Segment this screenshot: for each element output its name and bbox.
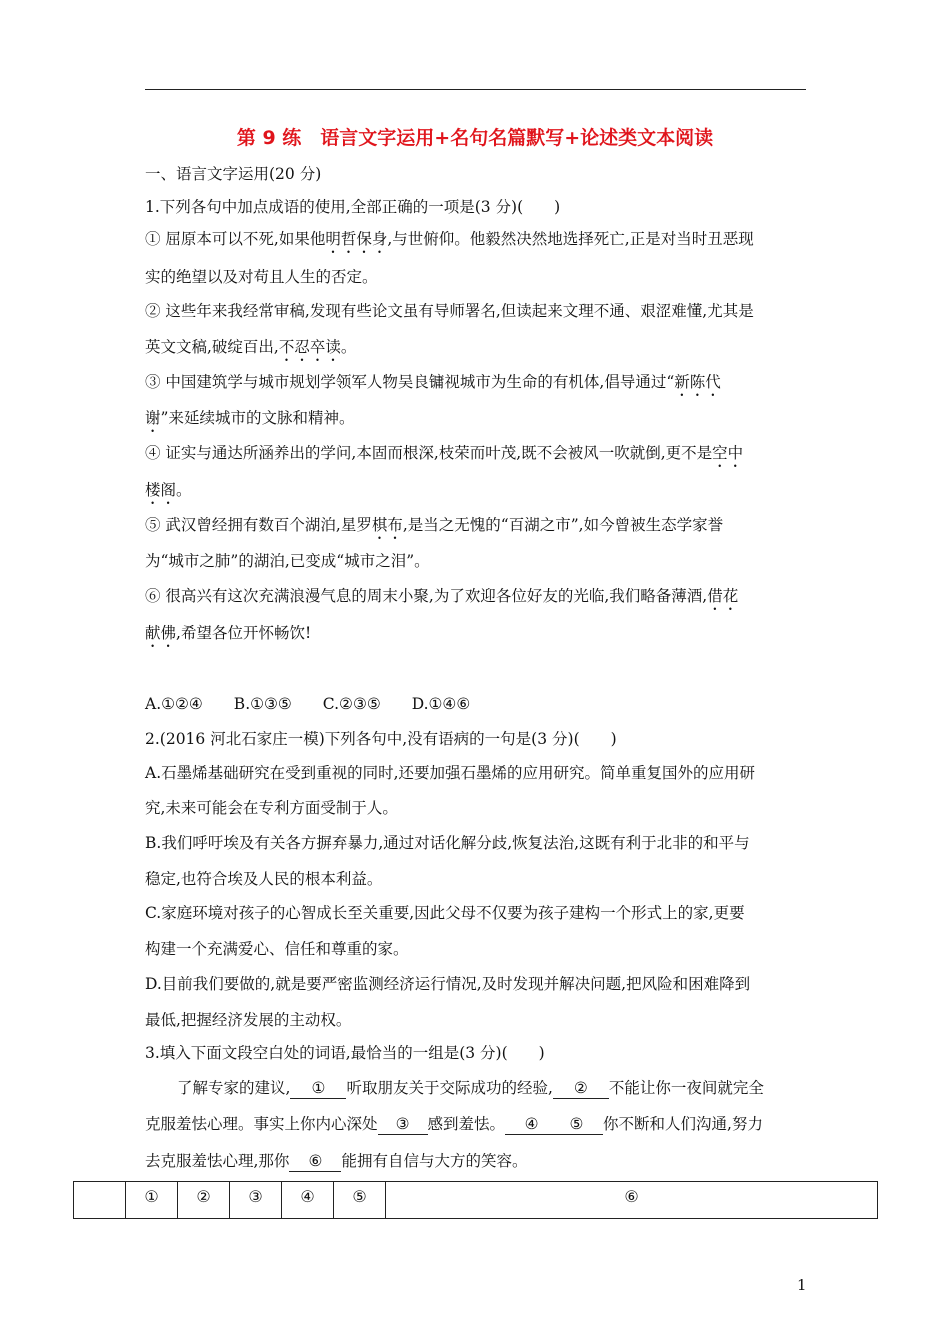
q1-sentence-1-cont: 实的绝望以及对苟且人生的否定。 [145,268,378,286]
q2-option-d: D.目前我们要做的,就是要严密监测经济运行情况,及时发现并解决问题,把风险和困难降到 [145,975,751,993]
dotted-idiom: 献佛 [145,624,177,642]
q1-sentence-2: ② 这些年来我经常审稿,发现有些论文虽有导师署名,但读起来文理不通、艰涩难懂,尤其是 [145,302,754,320]
table-cell: ② [178,1182,230,1219]
q1-sentence-2-cont: 英文文稿,破绽百出,不忍卒读。 [145,338,357,356]
blank-6: ⑥ [289,1151,341,1172]
table-cell: ③ [230,1182,282,1219]
dotted-idiom: 楼阁 [145,481,177,499]
page-number: 1 [797,1276,807,1294]
dotted-idiom: 空中 [712,444,744,462]
question-3-stem: 3.填入下面文段空白处的词语,最恰当的一组是(3 分)( ) [145,1044,545,1062]
dotted-idiom: 借花 [707,587,739,605]
q3-passage-line-1: 了解专家的建议, ① 听取朋友关于交际成功的经验, ② 不能让你一夜间就完全 [177,1079,764,1097]
q3-passage-line-2: 克服羞怯心理。事实上你内心深处 ③ 感到羞怯。 ④ ⑤ 你不断和人们沟通,努力 [145,1115,763,1133]
dotted-idiom: 新陈代 [674,373,721,391]
question-1-stem: 1.下列各句中加点成语的使用,全部正确的一项是(3 分)( ) [145,198,561,216]
table-cell: ④ [282,1182,334,1219]
q1-options: A.①②④ B.①③⑤ C.②③⑤ D.①④⑥ [145,695,471,713]
q2-option-a: A.石墨烯基础研究在受到重视的同时,还要加强石墨烯的应用研究。简单重复国外的应用研 [145,764,756,782]
q1-sentence-1: ① 屈原本可以不死,如果他明哲保身,与世俯仰。他毅然决然地选择死亡,正是对当时丑恶现 [145,230,754,248]
q2-option-c-cont: 构建一个充满爱心、信任和尊重的家。 [145,940,409,958]
q1-sentence-6-cont: 献佛,希望各位开怀畅饮! [145,624,312,642]
answer-table-header-row [74,1182,878,1219]
table-cell: ⑥ [386,1182,878,1219]
q2-option-c: C.家庭环境对孩子的心智成长至关重要,因此父母不仅要为孩子建构一个形式上的家,更要 [145,904,745,922]
q2-option-a-cont: 究,未来可能会在专利方面受制于人。 [145,799,398,817]
blank-5: ⑤ [569,1115,584,1133]
q1-sentence-5-cont: 为“城市之肺”的湖泊,已变成“城市之泪”。 [145,552,430,570]
q1-sentence-3-cont: 谢”来延续城市的文脉和精神。 [145,409,355,427]
blank-1: ① [290,1078,346,1099]
dotted-idiom: 谢 [145,409,161,427]
blank-4: ④ [524,1115,539,1133]
q1-sentence-4: ④ 证实与通达所涵养出的学问,本固而根深,枝荣而叶茂,既不会被风一吹就倒,更不是空中 [145,444,744,462]
q1-sentence-4-cont: 楼阁。 [145,481,192,499]
blank-2: ② [553,1078,609,1099]
q3-passage-line-3: 去克服羞怯心理,那你 ⑥ 能拥有自信与大方的笑容。 [145,1152,528,1170]
header-rule [145,89,806,90]
q1-sentence-5: ⑤ 武汉曾经拥有数百个湖泊,星罗棋布,是当之无愧的“百湖之市”,如今曾被生态学家誉 [145,516,724,534]
blank-3: ③ [378,1114,428,1135]
dotted-idiom: 不忍卒读 [278,338,341,356]
table-cell: ⑤ [334,1182,386,1219]
table-cell [74,1182,126,1219]
q2-option-b-cont: 稳定,也符合埃及人民的根本利益。 [145,870,383,888]
q1-sentence-3: ③ 中国建筑学与城市规划学领军人物吴良镛视城市为生命的有机体,倡导通过“新陈代 [145,373,721,391]
q1-sentence-6: ⑥ 很高兴有这次充满浪漫气息的周末小聚,为了欢迎各位好友的光临,我们略备薄酒,借花 [145,587,739,605]
q2-option-b: B.我们呼吁埃及有关各方摒弃暴力,通过对话化解分歧,恢复法治,这既有利于北非的和平与 [145,834,750,852]
page-title: 第 9 练 语言文字运用+名句名篇默写+论述类文本阅读 [236,127,714,149]
answer-table [73,1181,878,1219]
dotted-idiom: 棋布 [371,516,403,534]
question-2-stem: 2.(2016 河北石家庄一模)下列各句中,没有语病的一句是(3 分)( ) [145,730,617,748]
table-cell: ① [126,1182,178,1219]
q2-option-d-cont: 最低,把握经济发展的主动权。 [145,1011,352,1029]
section-heading: 一、语言文字运用(20 分) [145,165,322,183]
dotted-idiom: 明哲保身 [325,230,388,248]
blank-4-5 [505,1114,603,1135]
